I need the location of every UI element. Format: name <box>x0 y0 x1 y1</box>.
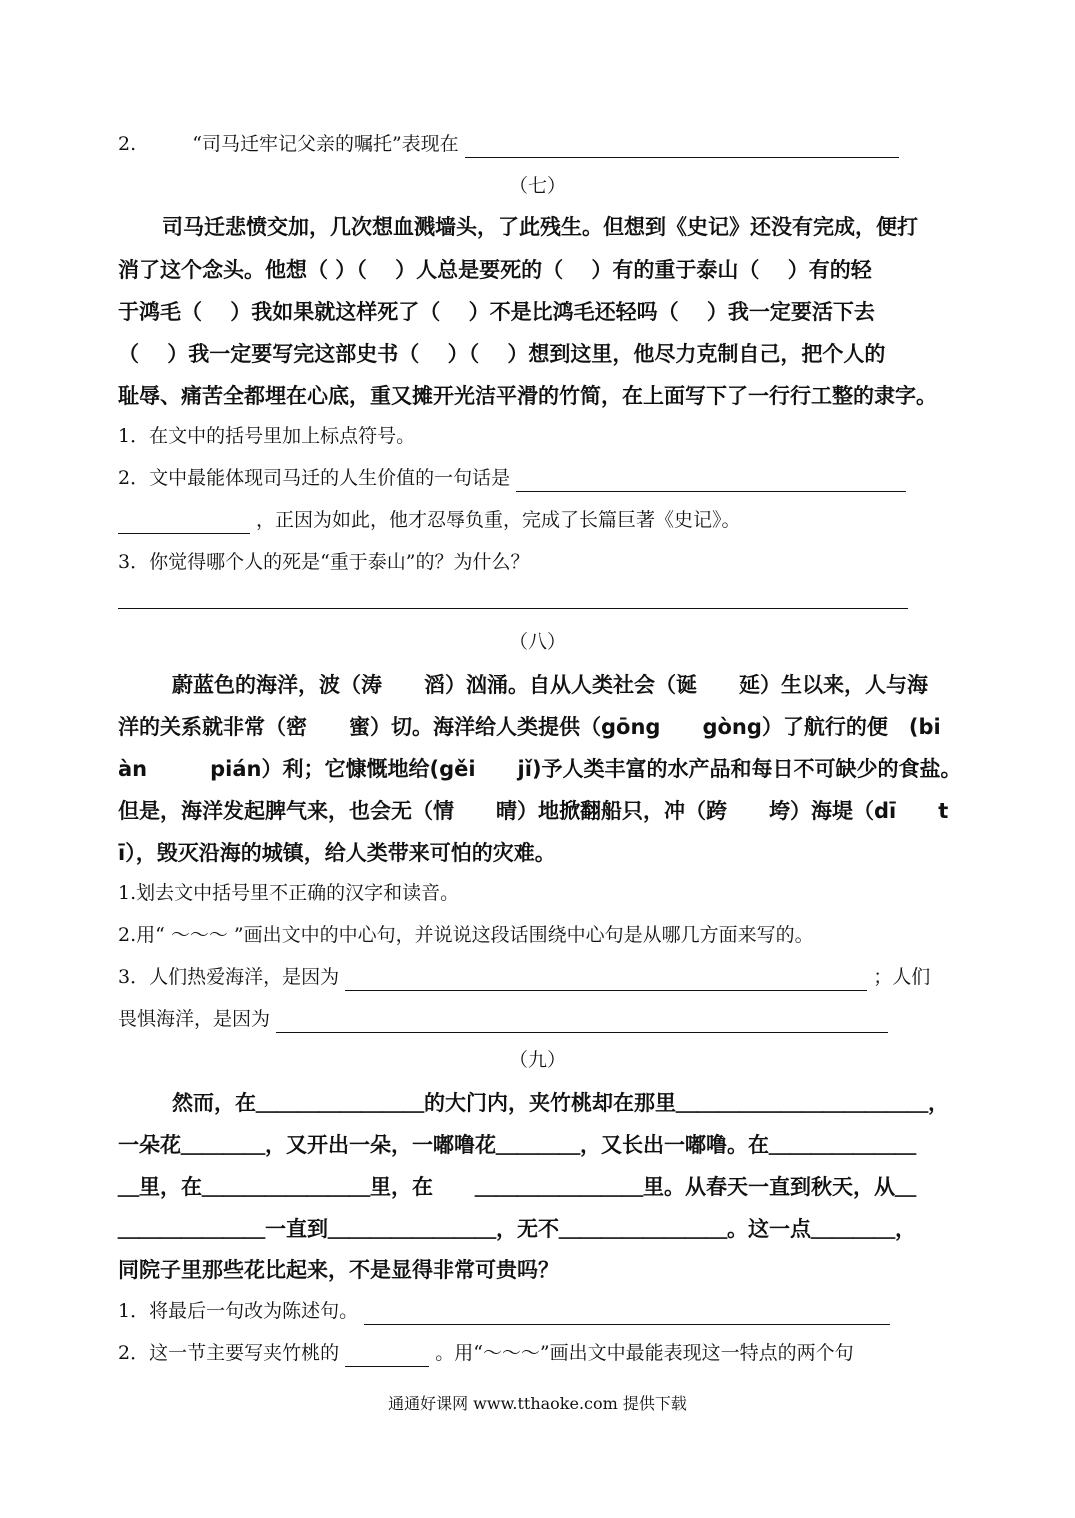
sec8-question-2: 2.用“ ～～～ ”画出文中的中心句，并说说这段话围绕中心句是从哪几方面来写的。 <box>118 924 814 946</box>
question-text: 2．文中最能体现司马迁的人生价值的一句话是 <box>118 467 511 489</box>
question-text: 畏惧海洋，是因为 <box>118 1008 271 1030</box>
sec7-passage-line-1: 司马迁悲愤交加，几次想血溅墙头，了此残生。但想到《史记》还没有完成，便打 <box>162 215 918 239</box>
question-text-end: 。用“～～～”画出文中最能表现这一特点的两个句 <box>435 1342 854 1364</box>
question-text: ，正因为如此，他才忍辱负重，完成了长篇巨著《史记》。 <box>256 509 741 531</box>
sec8-question-3a <box>118 963 957 991</box>
answer-line[interactable] <box>118 608 908 609</box>
sec8-passage-line-5: ī），毁灭沿海的城镇，给人类带来可怕的灾难。 <box>118 841 556 865</box>
answer-blank[interactable] <box>516 469 906 492</box>
question-text: 2．这一节主要写夹竹桃的 <box>118 1342 340 1364</box>
sec8-passage-line-4: 但是，海洋发起脾气来，也会无（情 晴）地掀翻船只，冲（跨 垮）海堤（dī t <box>118 799 949 823</box>
question-text: 3．人们热爱海洋，是因为 <box>118 966 340 988</box>
answer-blank[interactable] <box>465 135 899 158</box>
sec7-question-2-continued <box>118 506 957 534</box>
sec7-question-3: 3．你觉得哪个人的死是“重于泰山”的？为什么？ <box>118 551 530 573</box>
sec8-question-3b <box>118 1005 957 1033</box>
sec7-passage-line-5: 耻辱、痛苦全都埋在心底，重又摊开光洁平滑的竹简，在上面写下了一行行工整的隶字。 <box>118 384 937 408</box>
answer-blank[interactable] <box>345 968 867 991</box>
sec7-question-2 <box>118 464 957 492</box>
sec9-passage-line-5: 同院子里那些花比起来，不是显得非常可贵吗？ <box>118 1258 559 1282</box>
sec7-passage-line-3: 于鸿毛（ ）我如果就这样死了（ ）不是比鸿毛还轻吗（ ）我一定要活下去 <box>118 300 875 324</box>
question-text: “司马迁牢记父亲的嘱托”表现在 <box>192 133 459 155</box>
sec9-passage-line-3: ＿里，在＿＿＿＿＿＿＿＿里，在 ＿＿＿＿＿＿＿＿里。从春天一直到秋天，从＿ <box>118 1175 916 1199</box>
page-footer: 通通好课网 www.tthaoke.com 提供下载 <box>388 1394 687 1413</box>
answer-blank[interactable] <box>276 1010 888 1033</box>
sec9-question-1 <box>118 1297 957 1325</box>
sec9-question-2 <box>118 1339 957 1367</box>
answer-blank[interactable] <box>364 1302 890 1325</box>
section-heading-8: （八） <box>508 631 566 653</box>
answer-blank[interactable] <box>345 1344 429 1367</box>
question-number: 2. <box>118 133 137 155</box>
section-heading-9: （九） <box>508 1049 566 1071</box>
sec7-passage-line-4: （ ）我一定要写完这部史书（ ）（ ）想到这里，他尽力克制自己，把个人的 <box>118 342 886 366</box>
sec6-question-2 <box>118 130 957 158</box>
sec7-question-1: 1．在文中的括号里加上标点符号。 <box>118 425 416 447</box>
answer-blank[interactable] <box>118 511 250 534</box>
sec9-passage-line-1: 然而，在＿＿＿＿＿＿＿＿的大门内，夹竹桃却在那里＿＿＿＿＿＿＿＿＿＿＿＿， <box>172 1091 949 1115</box>
sec8-question-1: 1.划去文中括号里不正确的汉字和读音。 <box>118 882 460 904</box>
sec8-passage-line-1: 蔚蓝色的海洋，波（涛 滔）汹涌。自从人类社会（诞 延）生以来，人与海 <box>172 673 928 697</box>
sec8-passage-line-3: àn pián）利；它慷慨地给(gěi jǐ)予人类丰富的水产品和每日不可缺少的食盐。 <box>118 757 962 781</box>
sec9-passage-line-4: ＿＿＿＿＿＿＿一直到＿＿＿＿＿＿＿＿，无不＿＿＿＿＿＿＿＿。这一点＿＿＿＿， <box>118 1217 916 1241</box>
question-text-end: ；人们 <box>873 966 931 988</box>
sec7-passage-line-2: 消了这个念头。他想（ ）（ ）人总是要死的（ ）有的重于泰山（ ）有的轻 <box>118 258 872 282</box>
sec8-passage-line-2: 洋的关系就非常（密 蜜）切。海洋给人类提供（gōng gòng）了航行的便 (bi <box>118 715 941 739</box>
question-text: 1．将最后一句改为陈述句。 <box>118 1300 359 1322</box>
section-heading-7: （七） <box>508 175 566 197</box>
sec9-passage-line-2: 一朵花＿＿＿＿，又开出一朵，一嘟噜花＿＿＿＿，又长出一嘟噜。在＿＿＿＿＿＿＿ <box>118 1133 916 1157</box>
